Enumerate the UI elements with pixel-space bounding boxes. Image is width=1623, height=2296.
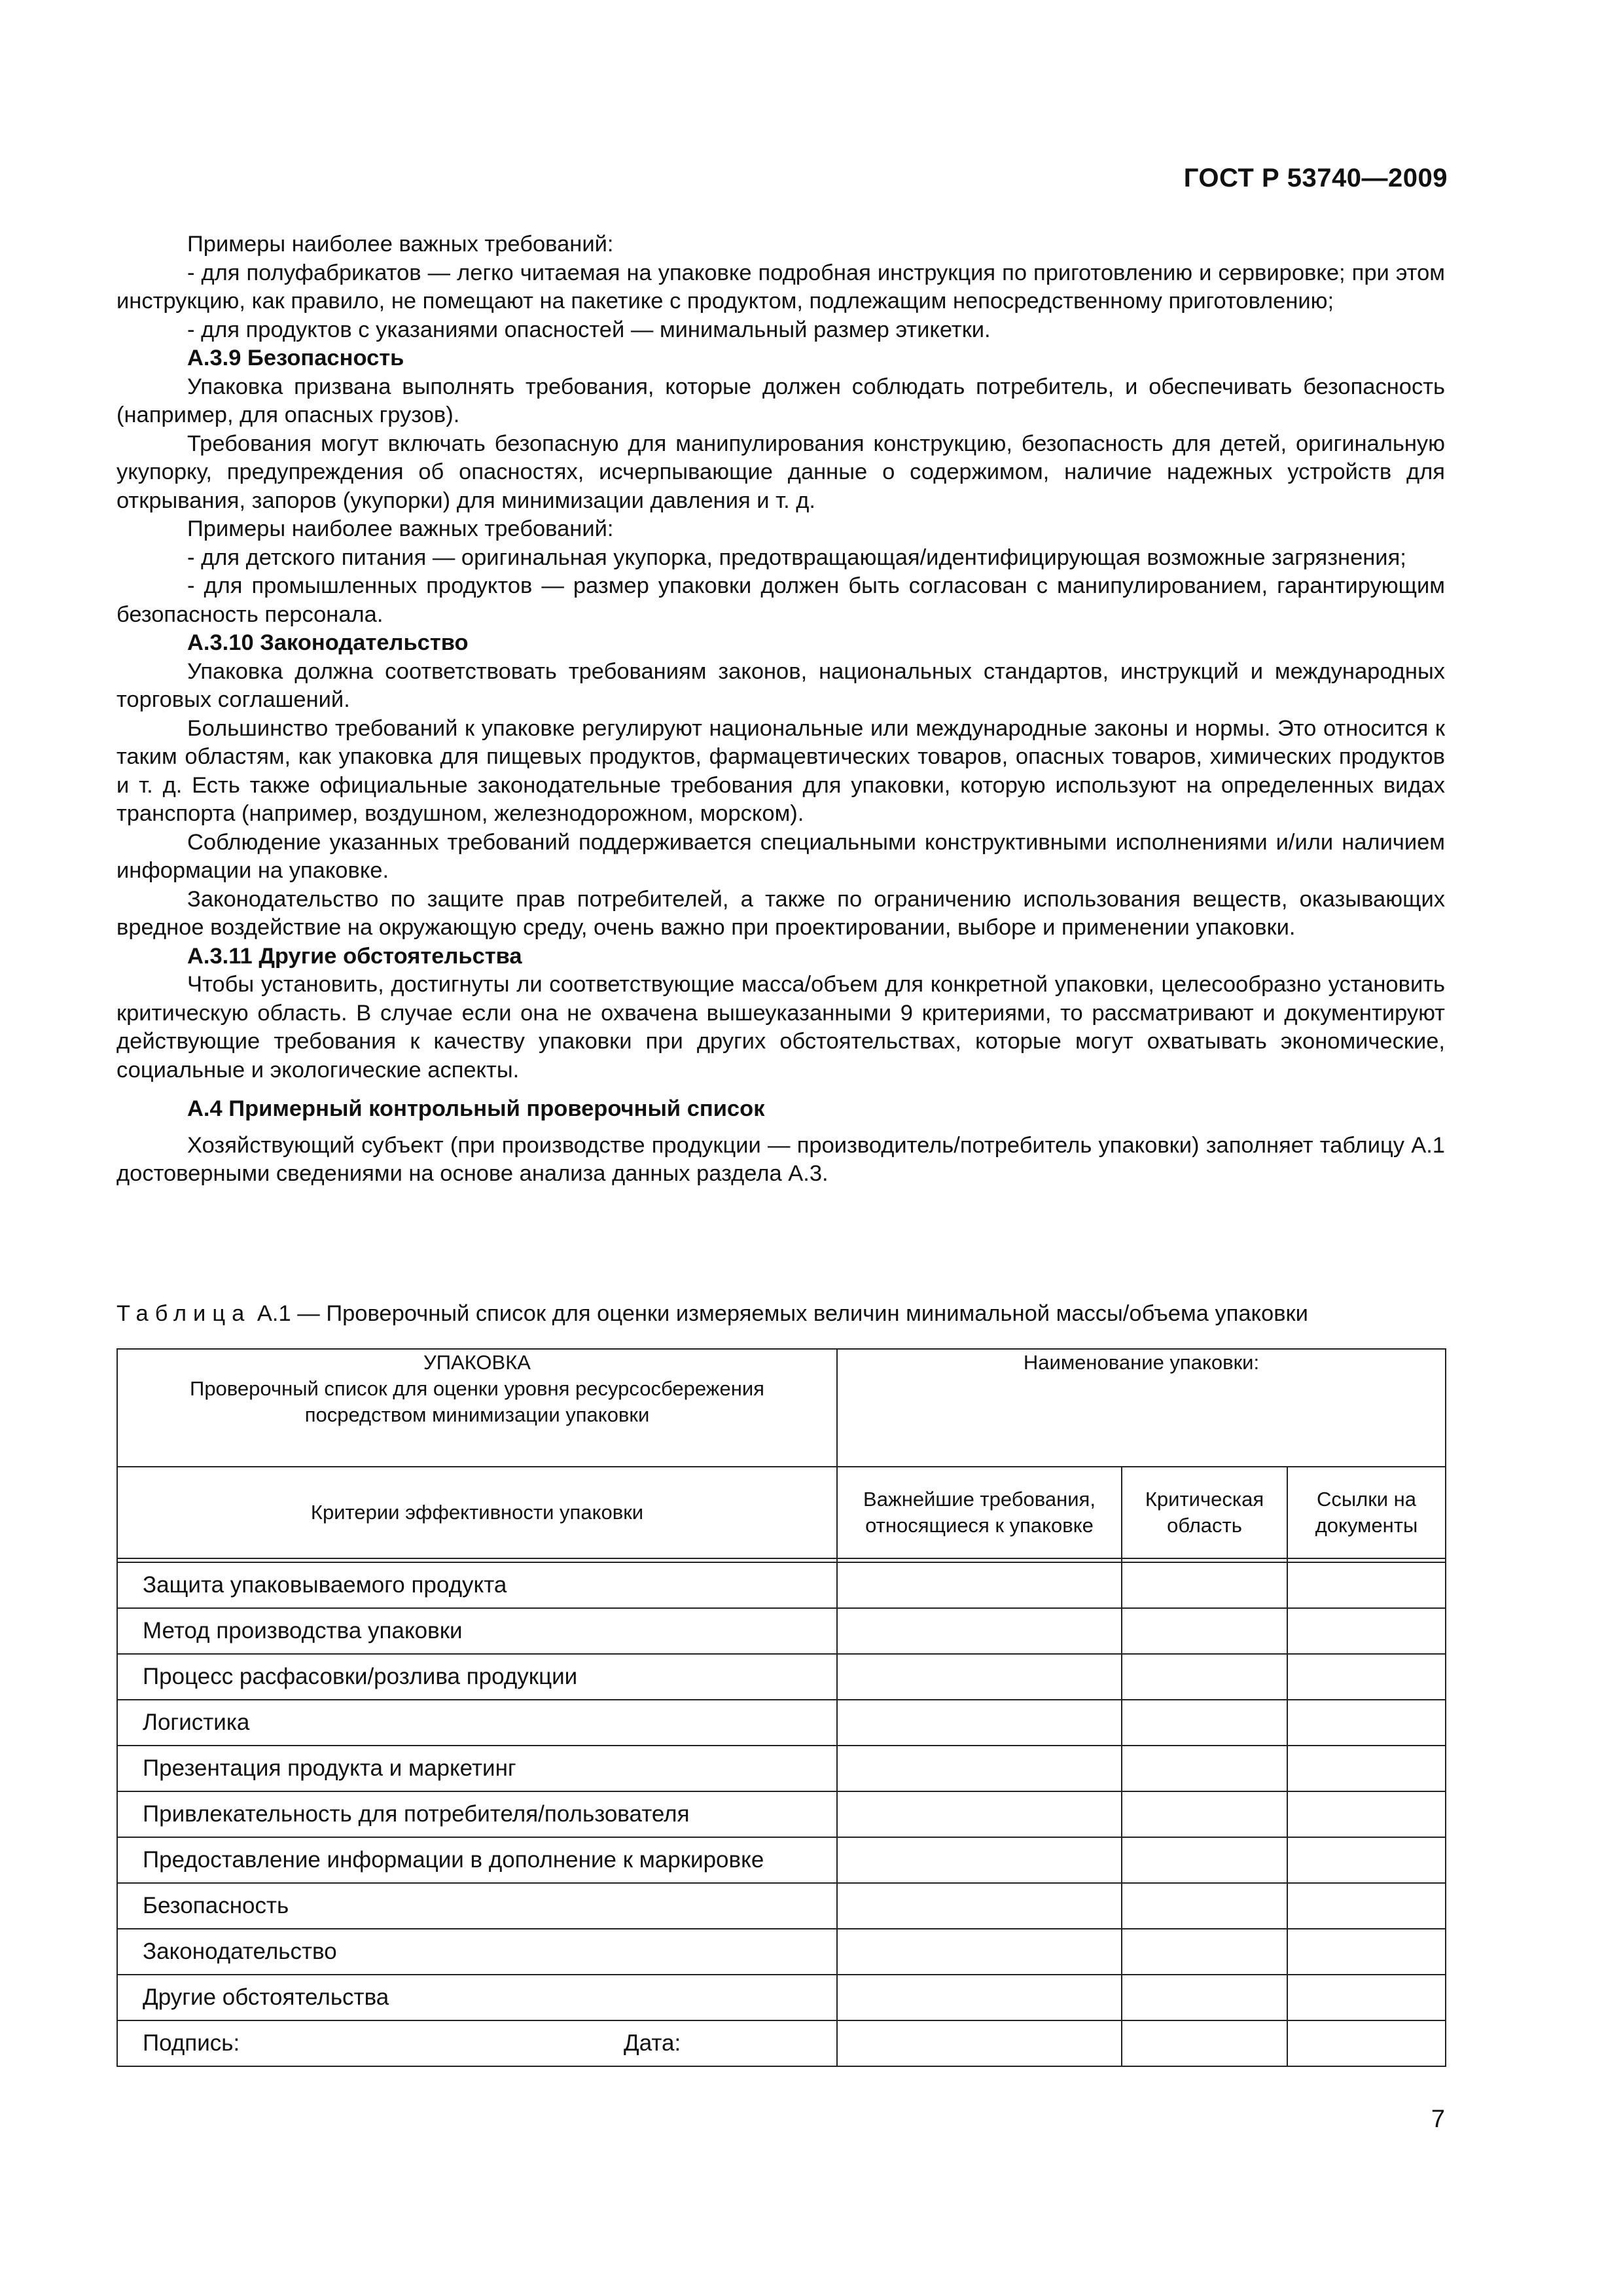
requirements-cell[interactable] xyxy=(837,1929,1122,1975)
criteria-column-header xyxy=(117,1467,837,1558)
page-number: 7 xyxy=(1431,2106,1445,2133)
requirements-cell[interactable] xyxy=(837,1883,1122,1929)
references-cell[interactable] xyxy=(1287,1883,1446,1929)
critical-area-cell[interactable] xyxy=(1122,1608,1287,1654)
critical-header-line: область xyxy=(1167,1514,1242,1537)
requirements-header-line: Важнейшие требования, xyxy=(863,1488,1096,1511)
critical-area-cell[interactable] xyxy=(1122,1975,1287,2020)
requirements-cell[interactable] xyxy=(837,1746,1122,1791)
paragraph: Требования могут включать безопасную для манипулирования конструкцию, безопасность для детей, оригинальную укупорку, предупреждения об опасностях, исчерпывающие данные о содержимом, наличие надежных устройств для открывания, запоров (укупорки) для минимизации давления и т. д. xyxy=(116,431,1445,513)
table-row xyxy=(117,1654,1446,1700)
body-text xyxy=(116,230,1445,1189)
critical-area-cell[interactable] xyxy=(1122,1700,1287,1746)
checklist-table xyxy=(116,1348,1446,2067)
requirements-cell[interactable] xyxy=(837,1654,1122,1700)
table-row xyxy=(117,1608,1446,1654)
packaging-subtitle-line: посредством минимизации упаковки xyxy=(304,1403,650,1426)
criterion-cell: Презентация продукта и маркетинг xyxy=(117,1746,837,1791)
requirements-cell[interactable] xyxy=(837,1975,1122,2020)
criterion-cell: Логистика xyxy=(117,1700,837,1746)
requirements-cell[interactable] xyxy=(837,1562,1122,1608)
references-cell[interactable] xyxy=(1287,1562,1446,1608)
paragraph: Упаковка должна соответствовать требованиям законов, национальных стандартов, инструкций и международных торговых соглашений. xyxy=(116,658,1445,712)
table-row xyxy=(117,1746,1446,1791)
criterion-cell: Метод производства упаковки xyxy=(117,1608,837,1654)
critical-area-cell[interactable] xyxy=(1122,1562,1287,1608)
table-row xyxy=(117,1700,1446,1746)
signature-row xyxy=(117,2020,1446,2066)
signature-label: Подпись: xyxy=(143,2030,240,2056)
critical-header-line: Критическая xyxy=(1145,1488,1264,1511)
paragraph: Чтобы установить, достигнуты ли соответствующие масса/объем для конкретной упаковки, целесообразно установить критическую область. В случае если она не охвачена вышеуказанными 9 критериями, то рассматривают и документируют действующие требования к качеству упаковки при других обстоятельствах, которые могут охватывать экономические, социальные и экологические аспекты. xyxy=(116,972,1445,1083)
critical-area-cell[interactable] xyxy=(1122,1791,1287,1837)
references-cell[interactable] xyxy=(1287,1654,1446,1700)
paragraph: - для продуктов с указаниями опасностей — минимальный размер этикетки. xyxy=(187,317,991,342)
requirements-column-header xyxy=(837,1467,1122,1558)
references-cell[interactable] xyxy=(1287,1700,1446,1746)
paragraph: - для промышленных продуктов — размер упаковки должен быть согласован с манипулированием, гарантирующим безопасность персонала. xyxy=(116,573,1445,627)
section-heading: А.3.11 Другие обстоятельства xyxy=(187,943,522,969)
section-heading: А.3.9 Безопасность xyxy=(187,346,404,370)
column-header-row xyxy=(117,1467,1446,1558)
references-cell[interactable] xyxy=(1287,1746,1446,1791)
signature-row-cell[interactable] xyxy=(1122,2020,1287,2066)
packaging-title: УПАКОВКА xyxy=(423,1351,531,1374)
signature-cell[interactable] xyxy=(117,2020,837,2066)
table-row xyxy=(117,1975,1446,2020)
critical-area-column-header xyxy=(1122,1467,1287,1558)
table-row xyxy=(117,1791,1446,1837)
table-row xyxy=(117,1837,1446,1883)
requirements-header-line: относящиеся к упаковке xyxy=(865,1514,1094,1537)
requirements-cell[interactable] xyxy=(837,1700,1122,1746)
references-column-header xyxy=(1287,1467,1446,1558)
section-heading: А.4 Примерный контрольный проверочный список xyxy=(187,1096,765,1121)
criterion-cell: Привлекательность для потребителя/пользователя xyxy=(117,1791,837,1837)
table-caption xyxy=(116,1301,1308,1327)
paragraph: - для детского питания — оригинальная укупорка, предотвращающая/идентифицирующая возможные загрязнения; xyxy=(187,545,1406,570)
paragraph: - для полуфабрикатов — легко читаемая на упаковке подробная инструкция по приготовлению и сервировке; при этом инструкцию, как правило, не помещают на пакетике с продуктом, подлежащим непосредственному приготовлению; xyxy=(116,260,1445,314)
references-cell[interactable] xyxy=(1287,1837,1446,1883)
signature-row-cell[interactable] xyxy=(1287,2020,1446,2066)
references-cell[interactable] xyxy=(1287,1975,1446,2020)
critical-area-cell[interactable] xyxy=(1122,1883,1287,1929)
paragraph: Примеры наиболее важных требований: xyxy=(187,232,614,257)
packaging-header-cell xyxy=(117,1349,837,1467)
paragraph: Большинство требований к упаковке регулируют национальные или международные законы и нормы. Это относится к таким областям, как упаковка для пищевых продуктов, фармацевтических товаров, опасных товаров, химических продуктов и т. д. Есть также официальные законодательные требования для упаковки, которую используют на определенных видах транспорта (например, воздушном, железнодорожном, морском). xyxy=(116,715,1445,826)
section-heading: А.3.10 Законодательство xyxy=(187,630,469,655)
references-cell[interactable] xyxy=(1287,1608,1446,1654)
references-cell[interactable] xyxy=(1287,1929,1446,1975)
critical-area-cell[interactable] xyxy=(1122,1929,1287,1975)
document-id: ГОСТ Р 53740—2009 xyxy=(1183,164,1448,192)
table-row xyxy=(117,1929,1446,1975)
table-row xyxy=(117,1883,1446,1929)
paragraph: Хозяйствующий субъект (при производстве продукции — производитель/потребитель упаковки) заполняет таблицу А.1 достоверными сведениями на основе анализа данных раздела А.3. xyxy=(116,1132,1445,1186)
paragraph: Соблюдение указанных требований поддерживается специальными конструктивными исполнениями и/или наличием информации на упаковке. xyxy=(116,829,1445,883)
packaging-name-cell xyxy=(837,1349,1446,1467)
requirements-cell[interactable] xyxy=(837,1837,1122,1883)
paragraph: Законодательство по защите прав потребителей, а также по ограничению использования веществ, оказывающих вредное воздействие на окружающую среду, очень важно при проектировании, выборе и применении упаковки. xyxy=(116,886,1445,940)
requirements-cell[interactable] xyxy=(837,1791,1122,1837)
criterion-cell: Защита упаковываемого продукта xyxy=(117,1562,837,1608)
criterion-cell: Другие обстоятельства xyxy=(117,1975,837,2020)
table-caption-text: А.1 — Проверочный список для оценки измеряемых величин минимальной массы/объема упаковки xyxy=(251,1301,1308,1326)
references-header-line: документы xyxy=(1315,1514,1418,1537)
criterion-cell: Безопасность xyxy=(117,1883,837,1929)
table-caption-word: Таблица xyxy=(116,1301,251,1326)
critical-area-cell[interactable] xyxy=(1122,1746,1287,1791)
requirements-cell[interactable] xyxy=(837,1608,1122,1654)
criterion-cell: Законодательство xyxy=(117,1929,837,1975)
paragraph: Примеры наиболее важных требований: xyxy=(187,516,614,541)
references-header-line: Ссылки на xyxy=(1316,1488,1417,1511)
criterion-cell: Процесс расфасовки/розлива продукции xyxy=(117,1654,837,1700)
signature-row-cell[interactable] xyxy=(837,2020,1122,2066)
critical-area-cell[interactable] xyxy=(1122,1654,1287,1700)
references-cell[interactable] xyxy=(1287,1791,1446,1837)
paragraph: Упаковка призвана выполнять требования, которые должен соблюдать потребитель, и обеспечивать безопасность (например, для опасных грузов). xyxy=(116,374,1445,427)
packaging-name-label: Наименование упаковки: xyxy=(1023,1351,1260,1374)
criterion-cell: Предоставление информации в дополнение к маркировке xyxy=(117,1837,837,1883)
packaging-subtitle-line: Проверочный список для оценки уровня ресурсосбережения xyxy=(190,1377,764,1400)
date-label: Дата: xyxy=(624,2030,681,2056)
criteria-header-text: Критерии эффективности упаковки xyxy=(310,1501,644,1524)
table-row xyxy=(117,1562,1446,1608)
critical-area-cell[interactable] xyxy=(1122,1837,1287,1883)
